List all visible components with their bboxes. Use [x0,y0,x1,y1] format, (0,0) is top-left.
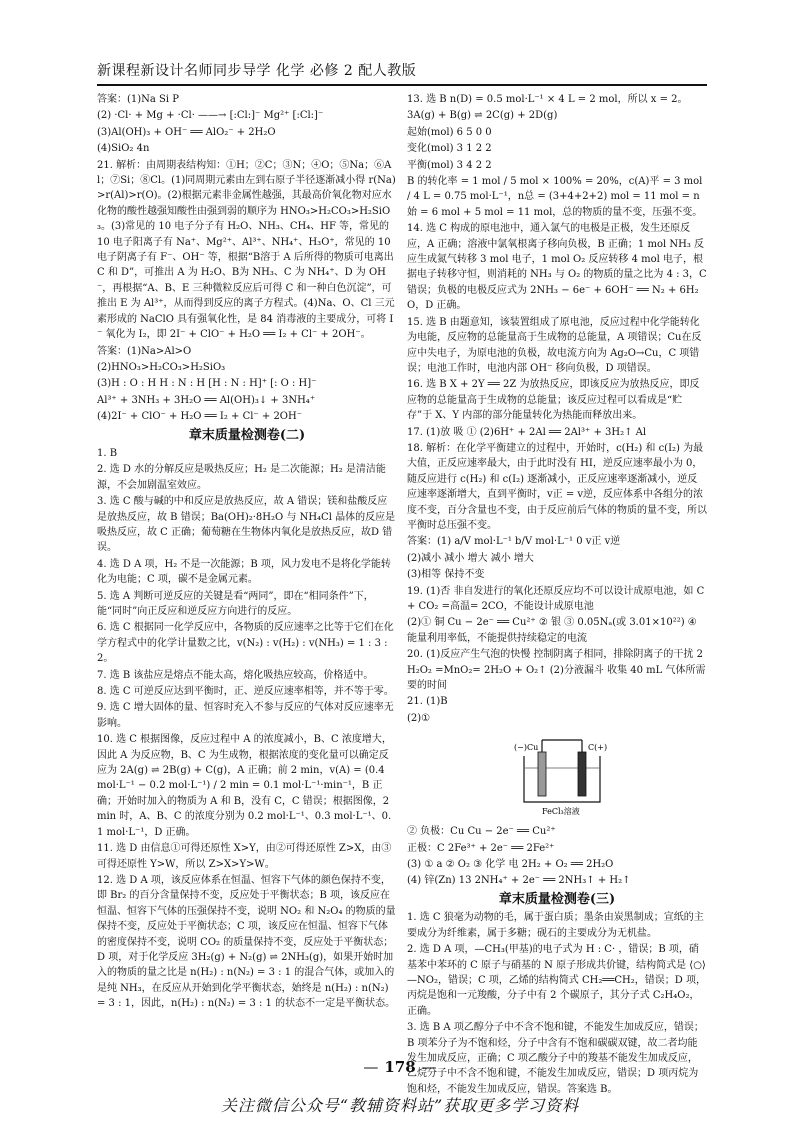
answer-paragraph: 1. 选 C 狼毫为动物的毛，属于蛋白质；墨条由炭黑制成；宣纸的主要成分为纤维素，属于多糖；砚石的主要成分为无机盐。 [407,912,704,939]
answer-paragraph: ② 负极：Cu Cu − 2e⁻ ══ Cu²⁺ [407,826,556,838]
answer-paragraph: 平衡(mol) 3 4 2 2 [407,159,492,171]
header-title: 新课程新设计名师同步导学 化学 必修 2 配人教版 [97,63,417,79]
answer-paragraph: 20. (1)反应产生气泡的快慢 控制阴离子相同，排除阴离子的干扰 2H₂O₂ =MnO₂= 2H₂O + O₂↑ (2)分液漏斗 收集 40 mL 气体所需要的时间 [407,649,706,692]
answer-paragraph: 答案：(1) a/V mol·L⁻¹ b/V mol·L⁻¹ 0 v正 v逆 [407,536,621,548]
answer-paragraph: (4) 锌(Zn) 13 2NH₄⁺ + 2e⁻ ══ 2NH₃↑ + H₂↑ [407,875,631,887]
answer-paragraph: (3)H : O : H H : N : H [H : N : H]⁺ [: O : H]⁻ [97,378,317,390]
galvanic-cell-diagram [512,732,612,818]
answer-paragraph: 21. (1)B [407,696,448,708]
answer-paragraph: 13. 选 B n(D) = 0.5 mol·L⁻¹ × 4 L = 2 mol，所以 x = 2。 [407,94,688,105]
answer-paragraph: 变化(mol) 3 1 2 2 [407,143,492,155]
answer-paragraph: 15. 选 B 由题意知，该装置组成了原电池，反应过程中化学能转化为电能，反应物的总能量高于生成物的总能量，A 项错误；Cu在反应中失电子，为原电池的负极，故电流方向为 Ag₂O→Cu，C 项错误；电池工作时，电池内部 OH⁻ 移向负极，D 项错误。 [407,316,702,374]
answer-paragraph: (3) ① a ② O₂ ③ 化学 电 2H₂ + O₂ ══ 2H₂O [407,859,614,871]
beaker [524,756,600,802]
answer-paragraph: 14. 选 C 构成的原电池中，通入氯气的电极是正极，发生还原反应，A 正确；溶液中氯氧根离子移向负极，B 正确；1 mol NH₃ 反应生成氮气转移 3 mol 电子，1 mol O₂ 反应转移 4 mol 电子，根据电子转移守恒，则消耗的 NH₃ 与 O₂ 的物质的量之比为 4 : 3，C 错误；负极的电极反应式为 2NH₃ − 6e⁻ + 6OH⁻ ══ N₂ + 6H₂O，D 正确。 [407,223,707,312]
answer-paragraph: (2)减小 减小 增大 减小 增大 [407,552,534,564]
answer-paragraph: 2. 选 D 水的分解反应是吸热反应；H₂ 是二次能源；H₂ 是清洁能源，不会加剧温室效应。 [97,464,386,491]
answer-paragraph: (3)Al(OH)₃ + OH⁻ ══ AlO₂⁻ + 2H₂O [97,126,276,138]
answer-paragraph: 正极：C 2Fe³⁺ + 2e⁻ ══ 2Fe²⁺ [407,842,555,854]
answer-paragraph: (2)① 铜 Cu − 2e⁻ ══ Cu²⁺ ② 银 ③ 0.05Nₐ(或 3.01×10²²) ④ 能量利用率低，不能提供持续稳定的电流 [407,617,697,644]
answer-paragraph: Al³⁺ + 3NH₃ + 3H₂O ══ Al(OH)₃↓ + 3NH₄⁺ [97,394,316,406]
answer-paragraph: (2) ·Cl· + Mg + ·Cl· ——→ [:Cl:]⁻ Mg²⁺ [:Cl:]⁻ [97,110,324,122]
right-column [407,92,707,1098]
answer-paragraph: 19. (1)否 非自发进行的氧化还原反应均不可以设计成原电池，如 C + CO₂ =高温= 2CO，不能设计成原电池 [407,585,705,612]
answer-paragraph: 9. 选 C 增大固体的量、恒容时充入不参与反应的气体对反应速率无影响。 [97,702,394,729]
answer-paragraph: 2. 选 D A 项，—CH₃(甲基)的电子式为 H : C· ，错误；B 项，硝基苯中苯环的 C 原子与硝基的 N 原子形成共价键，结构简式是 ⟨○⟩—NO₂，错误；C 项，乙烯的结构简式 CH₂══CH₂，错误；D 项，丙烷是饱和一元羧酸，分子中有 2 个碳原子，其分子式 C₂H₄O₂，正确。 [407,944,706,1017]
answer-paragraph: 答案：(1)Na Si P [97,94,180,105]
answer-paragraph: 16. 选 B X + 2Y ══ 2Z 为放热反应，即该反应为放热反应，即反应物的总能量高于生成物的总能量；该反应过程可以看成是“贮存”于 X、Y 内部的部分能量转化为热能而释放出来。 [407,379,700,422]
answer-paragraph: 10. 选 C 根据图像，反应过程中 A 的浓度减小，B、C 浓度增大，因此 A 为反应物，B、C 为生成物，根据浓度的变化量可以确定反应为 2A(g) ⇌ 2B(g) + C(g)，A 正确；前 2 min，v(A) = (0.4 mol·L⁻¹ − 0.2 mol·L⁻¹) / 2 min = 0.1 mol·L⁻¹·min⁻¹，B 正确；开始时加入的物质为 A 和 B，没有 C，C 错误；根据图像，2 min 时，A、B、C 的浓度分别为 0.2 mol·L⁻¹、0.3 mol·L⁻¹、0.1 mol·L⁻¹，D 正确。 [97,734,392,838]
answer-paragraph: B 的转化率 = 1 mol / 5 mol × 100% = 20%，c(A)平 = 3 mol / 4 L = 0.75 mol·L⁻¹，n总 = (3+4+2+2) mol = 11 mol = n始 = 6 mol + 5 mol = 11 mol，总的物质的量不变，压强不变。 [407,176,703,218]
electrode-right-label: C(+) [588,743,608,753]
answer-paragraph: 12. 选 D A 项，该反应体系在恒温、恒容下气体的颜色保持不变，即 Br₂ 的百分含量保持不变，反应处于平衡状态；B 项，该反应在恒温、恒容下气体的压强保持不变，说明 NO₂ 和 N₂O₄ 的物质的量保持不变，反应处于平衡状态；C 项，该反应在恒温、恒容下气体的密度保持不变，说明 CO₂ 的质量保持不变，反应处于平衡状态；D 项，对于化学反应 3H₂(g) + N₂(g) ⇌ 2NH₃(g)，如果开始时加入的物质的量之比是 n(H₂) : n(N₂) = 3 : 1 的混合气体，或加入的是纯 NH₃，在反应从开始到化学平衡状态，始终是 n(H₂) : n(N₂) = 3 : 1，因此，n(H₂) : n(N₂) = 3 : 1 的状态不一定是平衡状态。 [97,874,396,1010]
footer-watermark: 关注微信公众号“教辅资料站”获取更多学习资料 [220,1096,580,1115]
answer-paragraph: (4)2I⁻ + ClO⁻ + H₂O ══ I₂ + Cl⁻ + 2OH⁻ [97,411,302,423]
electrode-left-label: (−)Cu [514,743,539,753]
answer-paragraph: 6. 选 C 根据同一化学反应中，各物质的反应速率之比等于它们在化学方程式中的化学计量数之比，v(N₂) : v(H₂) : v(NH₃) = 1 : 3 : 2。 [97,622,394,665]
answer-paragraph: 17. (1)放 吸 ① (2)6H⁺ + 2Al ══ 2Al³⁺ + 3H₂↑ Al [407,426,647,438]
answer-paragraph: 7. 选 B 该盐应是熔点不能太高，熔化吸热应较高，价格适中。 [97,669,374,681]
answer-paragraph: (2)HNO₃>H₂CO₃>H₂SiO₃ [97,361,226,373]
section-title: 章末质量检测卷(三) [498,891,616,907]
answer-paragraph: 起始(mol) 6 5 0 0 [407,126,492,138]
left-column [97,92,397,1013]
answer-paragraph: (2)① [407,712,431,724]
answer-paragraph: (4)SiO₂ 4n [97,143,150,155]
answer-paragraph: 11. 选 D 由信息①可得还原性 X>Y，由②可得还原性 Z>X，由③可得还原性 Y>W，所以 Z>X>Y>W。 [97,843,392,870]
page-number: — 178 — [340,1058,460,1076]
answer-paragraph: 21. 解析：由周期表结构知：①H；②C；③N；④O；⑤Na；⑥Al；⑦Si；⑧Cl。(1)同周期元素由左到右原子半径逐渐减小得 r(Na)>r(Al)>r(O)。(2)根据元素非金属性越强，其最高价氧化物对应水化物的酸性越强知酸性由强到弱的顺序为 HNO₃>H₂CO₃>H₂SiO₃。(3)常见的 10 电子分子有 H₂O、NH₃、CH₄、HF 等，常见的 10 电子阳离子有 Na⁺、Mg²⁺、Al³⁺、NH₄⁺、H₃O⁺，常见的 10 电子阴离子有 F⁻、OH⁻ 等，根据“B溶于 A 后所得的物质可电离出 C 和 D”，可推出 A 为 H₂O、B为 NH₃、C 为 NH₄⁺、D 为 OH⁻，再根据“A、B、E 三种微粒反应后可得 C 和一种白色沉淀”，可推出 E 为 Al³⁺，从而得到反应的离子方程式。(4)Na、O、Cl 三元素形成的 NaClO 具有强氧化性，是 84 消毒液的主要成分，可将 I⁻ 氧化为 I₂，即 2I⁻ + ClO⁻ + H₂O ══ I₂ + Cl⁻ + 2OH⁻。 [97,159,396,341]
answer-paragraph: 1. B [97,447,118,459]
answer-paragraph: 答案：(1)Na>Al>O [97,345,192,357]
page-header [97,60,707,86]
section-title: 章末质量检测卷(二) [188,427,306,443]
carbon-electrode [578,752,586,796]
answer-paragraph: 5. 选 A 判断可逆反应的关键是看“两同”，即在“相同条件”下，能“同时”向正反应和逆反应方向进行的反应。 [97,590,374,617]
answer-paragraph: 3A(g) + B(g) ⇌ 2C(g) + 2D(g) [407,110,558,122]
answer-paragraph: 4. 选 D A 项，H₂ 不是一次能源；B 项，风力发电不是将化学能转化为电能；C 项，碳不是金属元素。 [97,558,391,586]
solution-label: FeCl₃溶液 [542,807,580,817]
answer-paragraph: 8. 选 C 可逆反应达到平衡时，正、逆反应速率相等，并不等于零。 [97,686,394,698]
copper-electrode [538,752,546,796]
answer-paragraph: 18. 解析：在化学平衡建立的过程中，开始时，c(H₂) 和 c(I₂) 为最大值，正反应速率最大，由于此时没有 HI，逆反应速率最小为 0，随反应进行 c(H₂) 和 c(I₂) 逐渐减小，正反应速率逐渐减小，逆反应速率逐渐增大，直到平衡时，v正 = v逆，反应体系中各组分的浓度不变，百分含量也不变，由于反应前后气体的物质的量不变，所以平衡时总压强不变。 [407,442,707,531]
answer-paragraph: 3. 选 C 酸与碱的中和反应是放热反应，故 A 错误；镁和盐酸反应是放热反应，故 B 错误；Ba(OH)₂·8H₂O 与 NH₄Cl 晶体的反应是吸热反应，故 C 正确；葡萄糖在生物体内氧化是放热反应，故D 错误。 [97,496,396,554]
answer-paragraph: (3)相等 保持不变 [407,569,485,581]
answer-paragraph: 3. 选 B A 项乙醇分子中不含不饱和键，不能发生加成反应，错误；B 项苯分子为不饱和烃，分子中含有不饱和碳碳双键，故二者均能发生加成反应，正确；C 项乙酸分子中的羧基不能发生加成反应，乙烷分子中不含不饱和键，不能发生加成反应，错误；D 项丙烷为饱和烃，不能发生加成反应，错误。答案选 B。 [407,1022,704,1095]
